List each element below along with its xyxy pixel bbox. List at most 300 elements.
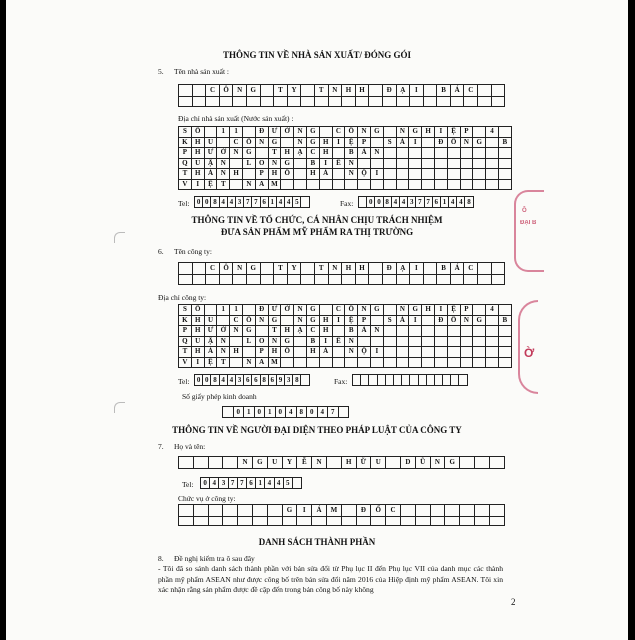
char-box: G — [409, 127, 422, 138]
char-box — [356, 275, 370, 285]
char-box: G — [243, 148, 256, 159]
char-box: A — [256, 180, 269, 191]
company-name-label: Tên công ty: — [174, 247, 212, 256]
char-box — [371, 138, 384, 149]
char-box: H — [281, 326, 294, 337]
char-box — [461, 326, 474, 337]
section-title-legal-rep: THÔNG TIN VỀ NGƯỜI ĐẠI DIỆN THEO PHÁP LUẬT CỦA CÔNG TY — [172, 425, 462, 435]
char-box — [499, 127, 512, 138]
char-box — [378, 375, 386, 386]
char-box — [443, 375, 451, 386]
char-box: Ư — [269, 127, 282, 138]
char-box: 1 — [269, 197, 277, 208]
char-box: 0 — [367, 197, 375, 208]
char-box: Ê — [333, 159, 346, 170]
char-box: K — [179, 138, 192, 149]
char-box: N — [371, 326, 384, 337]
char-box: Ậ — [205, 159, 218, 170]
char-box: 8 — [211, 197, 219, 208]
char-box — [261, 97, 275, 107]
char-box — [422, 347, 435, 358]
char-box — [437, 97, 451, 107]
char-box — [358, 358, 371, 369]
char-box — [206, 97, 220, 107]
char-box — [223, 517, 238, 526]
section-title-ingredients: DANH SÁCH THÀNH PHẦN — [258, 537, 376, 547]
char-box: M — [269, 358, 282, 369]
char-box — [194, 517, 209, 526]
char-box: Q — [179, 159, 192, 170]
char-box — [410, 375, 418, 386]
char-box: N — [243, 180, 256, 191]
char-box — [460, 457, 475, 469]
char-box: C — [386, 505, 401, 517]
char-box — [499, 169, 512, 180]
char-box — [448, 326, 461, 337]
char-box — [409, 169, 422, 180]
char-box: 3 — [408, 197, 416, 208]
char-box: G — [243, 326, 256, 337]
char-box: G — [283, 505, 298, 517]
company-tel-boxes — [194, 374, 310, 386]
char-box — [253, 517, 268, 526]
char-box: P — [461, 127, 474, 138]
char-box — [422, 138, 435, 149]
char-box — [473, 337, 486, 348]
char-box: C — [464, 263, 478, 275]
char-box: P — [179, 148, 192, 159]
char-box — [424, 97, 438, 107]
char-box: G — [371, 305, 384, 316]
char-box: P — [256, 169, 269, 180]
char-box: Ư — [205, 326, 218, 337]
char-box — [205, 305, 218, 316]
char-box: U — [205, 138, 218, 149]
char-box: N — [256, 316, 269, 327]
char-box: H — [422, 305, 435, 316]
char-box: 4 — [318, 407, 329, 418]
char-box — [223, 407, 234, 418]
char-box: P — [256, 347, 269, 358]
char-box: 8 — [297, 407, 308, 418]
char-box — [384, 326, 397, 337]
char-box: 1 — [265, 407, 276, 418]
char-box — [486, 326, 499, 337]
rep-tel-boxes — [200, 477, 302, 489]
char-box: 7 — [425, 197, 433, 208]
char-box — [294, 347, 307, 358]
char-box: Y — [288, 85, 302, 97]
char-box: S — [179, 127, 192, 138]
char-box: N — [233, 263, 247, 275]
char-box: N — [397, 305, 410, 316]
char-box: Á — [451, 263, 465, 275]
char-box — [243, 347, 256, 358]
char-box — [294, 180, 307, 191]
char-box — [230, 180, 243, 191]
char-box: Ũ — [416, 457, 431, 469]
char-box: Đ — [383, 85, 397, 97]
char-box: G — [445, 457, 460, 469]
char-box: 8 — [465, 197, 473, 208]
char-box: P — [358, 138, 371, 149]
char-box — [397, 347, 410, 358]
char-box: 1 — [217, 127, 230, 138]
char-box: G — [307, 138, 320, 149]
char-box — [345, 180, 358, 191]
char-box: H — [269, 347, 282, 358]
char-box: N — [217, 337, 230, 348]
manufacturer-fax-label: Fax: — [340, 199, 354, 208]
char-box: Ộ — [358, 169, 371, 180]
char-box — [475, 457, 490, 469]
char-box — [333, 148, 346, 159]
char-box: N — [238, 457, 253, 469]
char-box — [307, 180, 320, 191]
char-box: N — [230, 326, 243, 337]
char-box: 4 — [228, 197, 236, 208]
char-box: Á — [312, 505, 327, 517]
char-box — [435, 180, 448, 191]
char-box — [193, 97, 207, 107]
char-box: O — [256, 337, 269, 348]
char-box: I — [297, 505, 312, 517]
char-box: Ộ — [358, 347, 371, 358]
char-box — [461, 337, 474, 348]
char-box: P — [358, 316, 371, 327]
char-box: 4 — [210, 478, 219, 489]
char-box: Ô — [243, 138, 256, 149]
char-box: 0 — [234, 407, 245, 418]
manufacturer-fax-boxes — [358, 196, 474, 208]
char-box: C — [230, 316, 243, 327]
char-box: 4 — [228, 375, 236, 386]
char-box — [499, 305, 512, 316]
char-box: I — [333, 138, 346, 149]
char-box — [194, 457, 209, 469]
char-box — [243, 169, 256, 180]
char-box — [499, 180, 512, 191]
char-box — [397, 169, 410, 180]
char-box — [448, 347, 461, 358]
char-box: I — [410, 85, 424, 97]
char-box: N — [461, 316, 474, 327]
char-box — [486, 148, 499, 159]
char-box — [473, 180, 486, 191]
manufacturer-name-label: Tên nhà sản xuất : — [174, 67, 229, 76]
char-box — [422, 326, 435, 337]
document-page — [6, 0, 628, 640]
char-box: Ố — [192, 305, 205, 316]
char-box: 4 — [392, 197, 400, 208]
char-box: C — [307, 148, 320, 159]
char-box: 4 — [277, 197, 285, 208]
char-box: U — [205, 316, 218, 327]
char-box: Ạ — [397, 85, 411, 97]
char-box — [293, 478, 302, 489]
char-box — [333, 358, 346, 369]
char-box — [361, 375, 369, 386]
char-box: P — [461, 305, 474, 316]
char-box: 3 — [285, 375, 293, 386]
char-box: I — [435, 305, 448, 316]
business-license-label: Số giấy phép kinh doanh — [182, 392, 257, 401]
char-box — [274, 275, 288, 285]
char-box — [419, 375, 427, 386]
char-box — [492, 275, 506, 285]
char-box: 1 — [244, 407, 255, 418]
char-box — [499, 347, 512, 358]
stamp-text-2: ĐẠI B — [520, 220, 537, 226]
char-box: 1 — [217, 305, 230, 316]
char-box — [223, 457, 238, 469]
char-box — [473, 358, 486, 369]
char-box — [422, 337, 435, 348]
char-box: G — [281, 159, 294, 170]
char-box — [353, 375, 361, 386]
char-box — [371, 180, 384, 191]
stamp-text-3: Ờ — [524, 346, 535, 360]
char-box — [461, 169, 474, 180]
char-box: Ệ — [205, 180, 218, 191]
char-box — [339, 407, 350, 418]
char-box — [422, 159, 435, 170]
char-box: G — [281, 337, 294, 348]
char-box: H — [422, 127, 435, 138]
char-box — [333, 169, 346, 180]
char-box — [281, 180, 294, 191]
item-number-8: 8. — [158, 554, 164, 563]
char-box: H — [356, 85, 370, 97]
char-box: Ạ — [294, 148, 307, 159]
char-box: 4 — [457, 197, 465, 208]
char-box — [435, 358, 448, 369]
char-box: G — [247, 263, 261, 275]
char-box: G — [269, 138, 282, 149]
char-box — [333, 180, 346, 191]
char-box: N — [345, 169, 358, 180]
company-fax-boxes — [352, 374, 468, 386]
char-box: N — [397, 127, 410, 138]
char-box: N — [345, 347, 358, 358]
char-box: 0 — [375, 197, 383, 208]
char-box — [371, 337, 384, 348]
char-box — [490, 517, 505, 526]
char-box — [268, 517, 283, 526]
char-box: U — [268, 457, 283, 469]
char-box — [327, 457, 342, 469]
char-box: 7 — [252, 197, 260, 208]
char-box — [320, 358, 333, 369]
char-box: 1 — [441, 197, 449, 208]
char-box — [371, 159, 384, 170]
char-box: Đ — [357, 505, 372, 517]
char-box: T — [315, 85, 329, 97]
char-box — [386, 517, 401, 526]
rep-position-label: Chức vụ ở công ty: — [178, 494, 236, 503]
char-box: 7 — [229, 478, 238, 489]
char-box — [384, 148, 397, 159]
char-box: Ệ — [345, 138, 358, 149]
char-box — [384, 347, 397, 358]
char-box: Ố — [281, 169, 294, 180]
char-box — [384, 358, 397, 369]
char-box: S — [384, 138, 397, 149]
char-box — [294, 169, 307, 180]
char-box — [384, 337, 397, 348]
char-box: H — [320, 316, 333, 327]
check-box-instruction: Đề nghị kiểm tra ô sau đây — [174, 554, 255, 563]
char-box: Ờ — [217, 148, 230, 159]
char-box — [301, 275, 315, 285]
char-box — [397, 180, 410, 191]
char-box — [473, 347, 486, 358]
char-box: 3 — [219, 478, 228, 489]
char-box: Ạ — [397, 263, 411, 275]
char-box — [206, 275, 220, 285]
char-box: H — [320, 326, 333, 337]
char-box — [288, 97, 302, 107]
char-box: H — [307, 347, 320, 358]
char-box: N — [269, 159, 282, 170]
char-box: V — [179, 358, 192, 369]
char-box — [247, 97, 261, 107]
char-box: 0 — [201, 478, 210, 489]
char-box: H — [192, 148, 205, 159]
char-box — [451, 275, 465, 285]
char-box — [448, 180, 461, 191]
char-box — [179, 517, 194, 526]
char-box: H — [320, 138, 333, 149]
char-box: Ư — [269, 305, 282, 316]
char-box — [297, 517, 312, 526]
char-box: G — [269, 316, 282, 327]
char-box: U — [371, 457, 386, 469]
char-box: K — [179, 316, 192, 327]
char-box — [320, 180, 333, 191]
char-box: 0 — [276, 407, 287, 418]
char-box — [486, 169, 499, 180]
char-box — [486, 180, 499, 191]
char-box — [473, 148, 486, 159]
char-box: 6 — [433, 197, 441, 208]
char-box — [499, 326, 512, 337]
char-box: Ạ — [294, 326, 307, 337]
char-box — [448, 169, 461, 180]
char-box: 8 — [293, 375, 301, 386]
char-box — [409, 159, 422, 170]
char-box — [473, 159, 486, 170]
char-box — [448, 159, 461, 170]
char-box: Ờ — [281, 305, 294, 316]
char-box — [179, 457, 194, 469]
char-box: Ô — [220, 263, 234, 275]
char-box: H — [269, 169, 282, 180]
manufacturer-tel-boxes — [194, 196, 310, 208]
char-box: T — [217, 180, 230, 191]
char-box — [397, 97, 411, 107]
char-box — [486, 358, 499, 369]
char-box: N — [345, 159, 358, 170]
char-box: B — [345, 148, 358, 159]
char-box: N — [329, 85, 343, 97]
rep-name-boxes — [178, 456, 505, 469]
stamp-text-1: Ô — [522, 208, 527, 214]
char-box — [384, 180, 397, 191]
char-box — [435, 347, 448, 358]
char-box — [427, 375, 435, 386]
char-box: C — [333, 305, 346, 316]
char-box: L — [243, 337, 256, 348]
char-box: H — [192, 316, 205, 327]
char-box: N — [312, 457, 327, 469]
char-box: I — [410, 263, 424, 275]
char-box: H — [192, 347, 205, 358]
char-box: Ờ — [217, 326, 230, 337]
char-box — [478, 275, 492, 285]
char-box: N — [294, 138, 307, 149]
char-box — [451, 375, 459, 386]
char-box — [301, 97, 315, 107]
char-box: H — [342, 85, 356, 97]
char-box: 8 — [211, 375, 219, 386]
char-box: Ư — [205, 148, 218, 159]
char-box: I — [409, 316, 422, 327]
company-tel-label: Tel: — [178, 377, 190, 386]
company-name-boxes-lower — [178, 274, 505, 285]
char-box — [473, 305, 486, 316]
char-box: H — [192, 169, 205, 180]
char-box — [230, 358, 243, 369]
char-box — [435, 326, 448, 337]
char-box: C — [206, 263, 220, 275]
char-box — [431, 517, 446, 526]
char-box: C — [206, 85, 220, 97]
char-box — [294, 159, 307, 170]
rep-tel-label: Tel: — [182, 480, 194, 489]
char-box: B — [307, 159, 320, 170]
char-box: 0 — [255, 407, 266, 418]
char-box: H — [356, 263, 370, 275]
char-box: À — [358, 148, 371, 159]
char-box: T — [269, 148, 282, 159]
char-box — [422, 358, 435, 369]
char-box — [451, 97, 465, 107]
hole-mark — [114, 232, 125, 243]
char-box: I — [320, 337, 333, 348]
char-box: N — [294, 127, 307, 138]
char-box: 7 — [328, 407, 339, 418]
char-box — [369, 97, 383, 107]
char-box — [220, 275, 234, 285]
char-box: H — [342, 457, 357, 469]
char-box: G — [307, 316, 320, 327]
char-box — [416, 517, 431, 526]
char-box: N — [358, 127, 371, 138]
char-box: N — [461, 138, 474, 149]
char-box: G — [473, 316, 486, 327]
char-box — [409, 148, 422, 159]
char-box — [179, 97, 193, 107]
char-box — [357, 517, 372, 526]
char-box — [486, 316, 499, 327]
char-box — [320, 305, 333, 316]
char-box — [243, 305, 256, 316]
char-box: Ô — [345, 127, 358, 138]
char-box: Ồ — [448, 316, 461, 327]
char-box: À — [397, 316, 410, 327]
char-box: 0 — [195, 197, 203, 208]
